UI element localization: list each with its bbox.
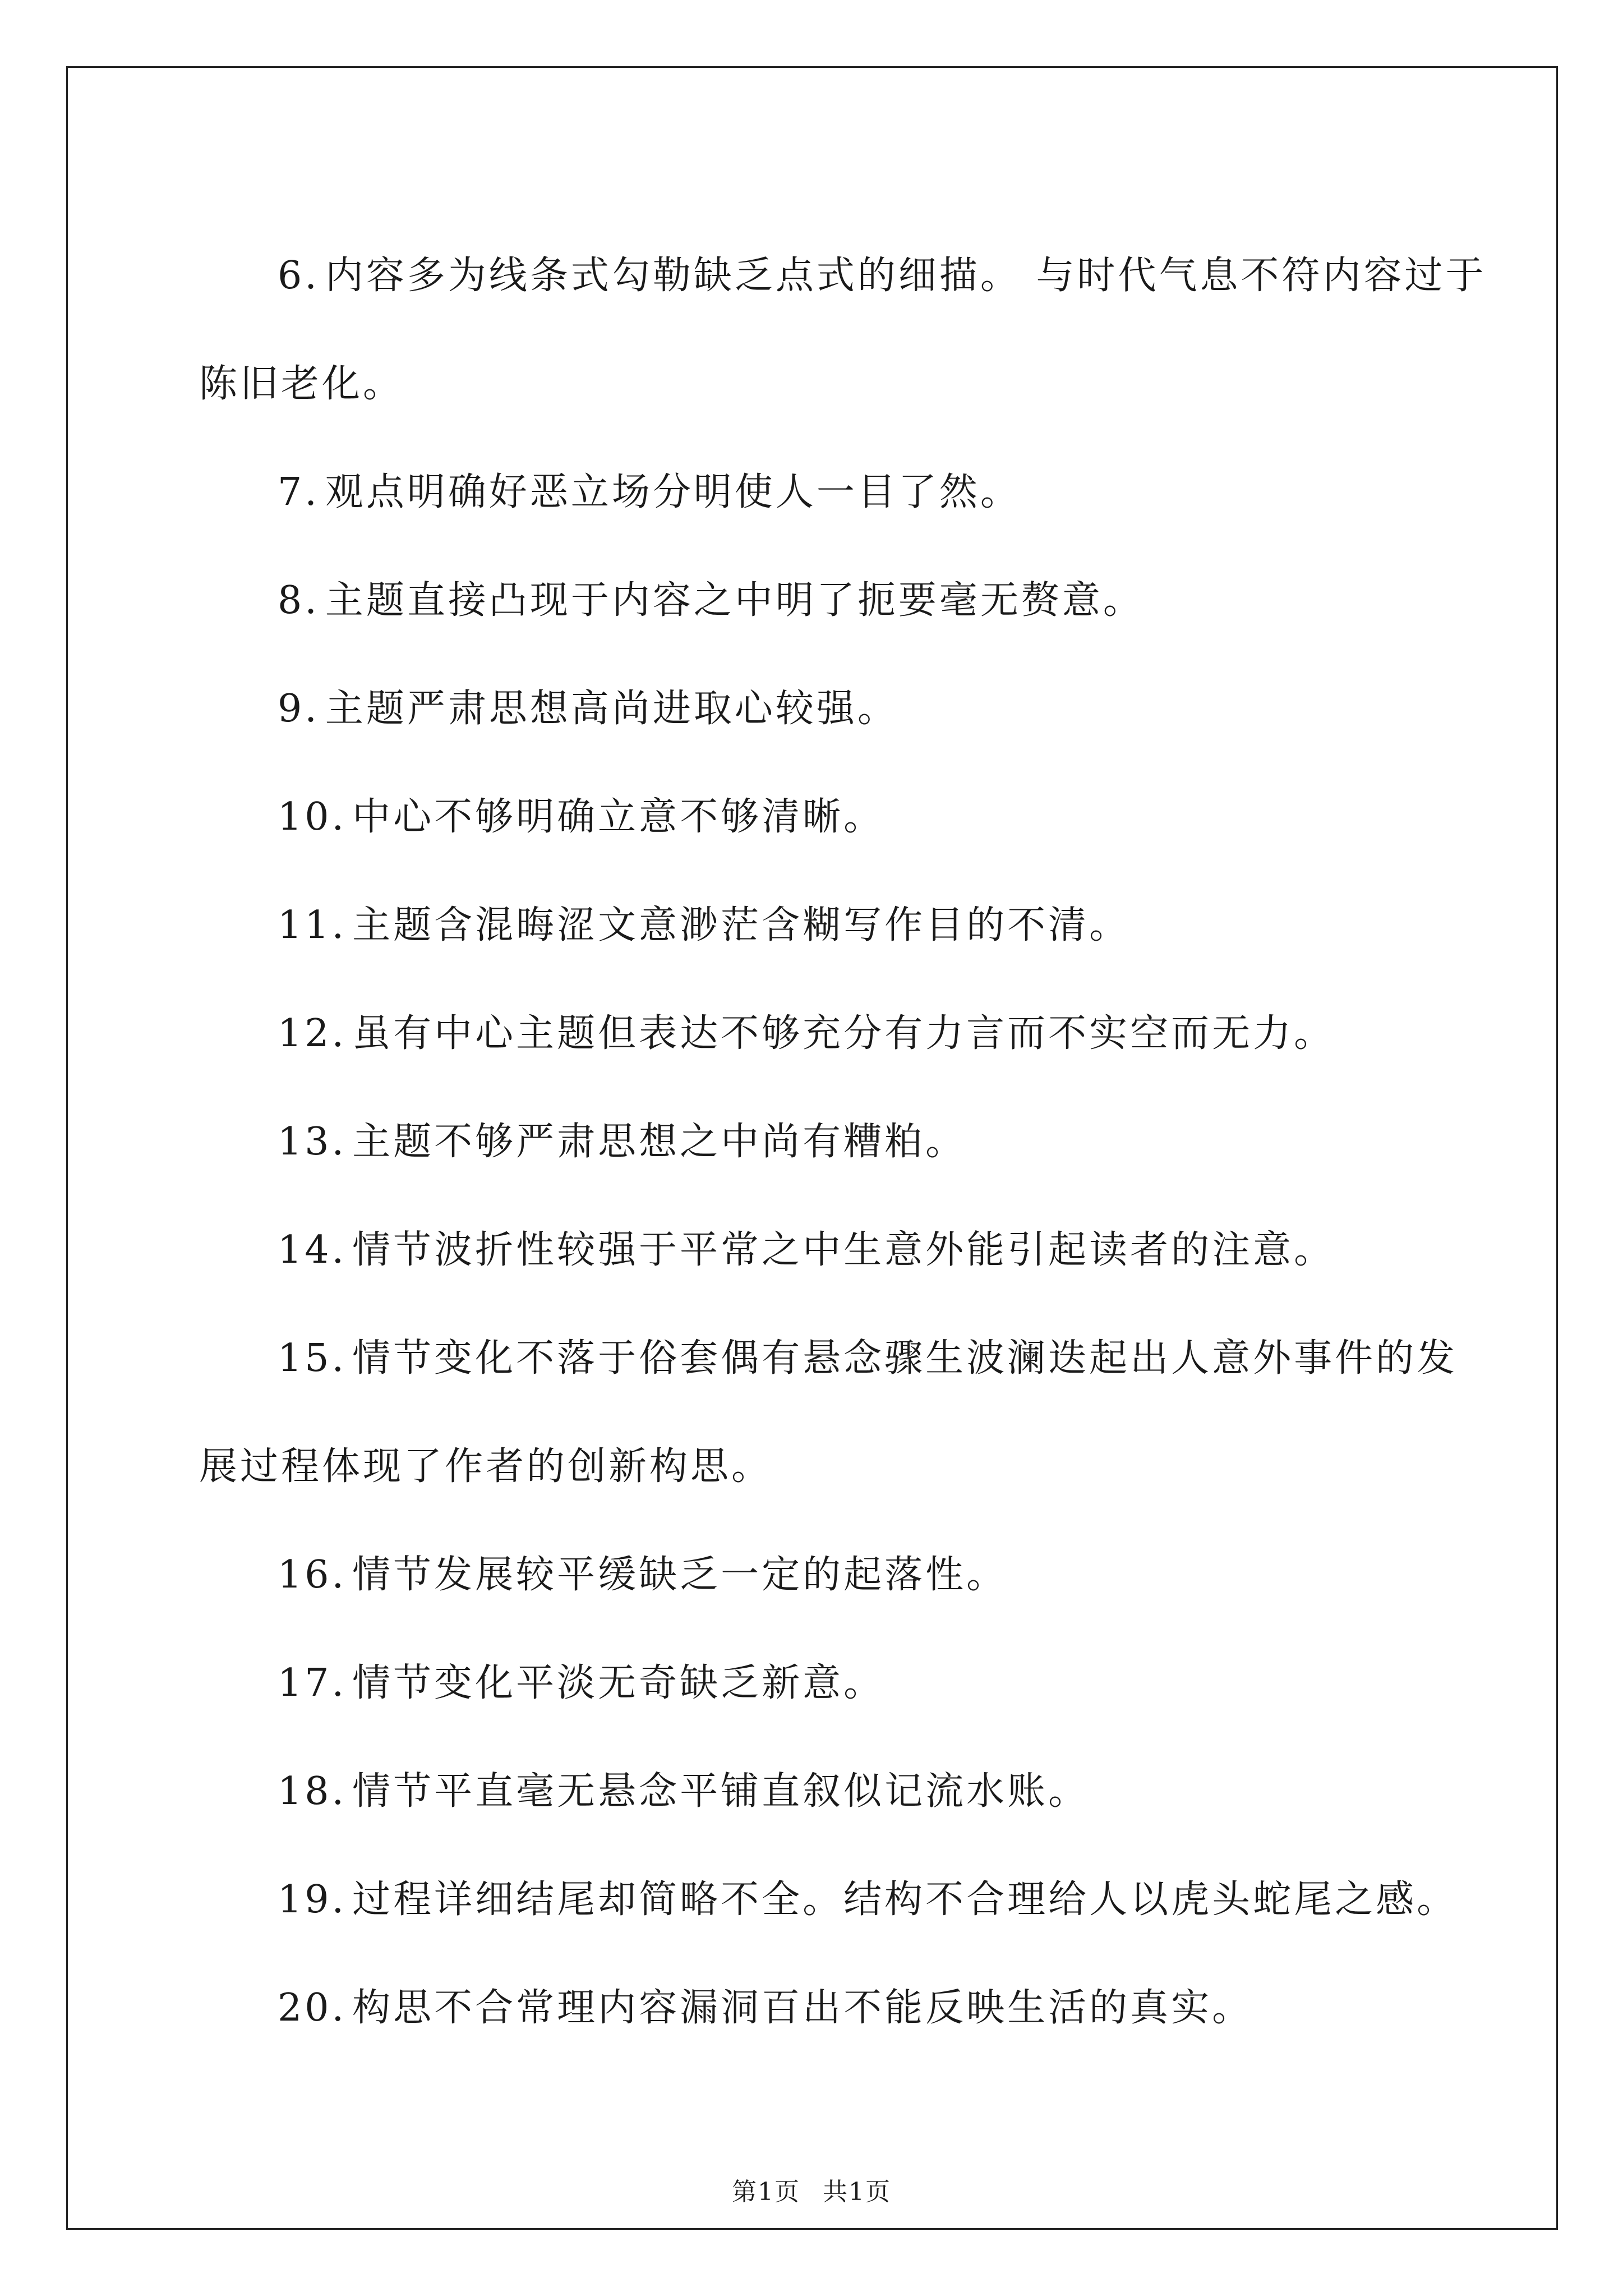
- paragraph-7: [199, 438, 1489, 546]
- item-number: 6.: [278, 254, 320, 298]
- paragraph-20: [199, 1954, 1489, 2062]
- paragraph-6: [199, 222, 1489, 438]
- paragraph-15: [199, 1304, 1489, 1521]
- page-total: 共1页: [823, 2178, 891, 2206]
- paragraph-8: [199, 546, 1489, 655]
- item-number: 20.: [278, 1986, 347, 2030]
- page-footer: [0, 2175, 1623, 2209]
- item-text: 构思不合常理内容漏洞百出不能反映生活的真实。: [352, 1986, 1253, 2030]
- item-text: 观点明确好恶立场分明使人一目了然。: [325, 470, 1021, 514]
- item-number: 19.: [278, 1878, 347, 1922]
- item-number: 7.: [278, 470, 320, 514]
- item-number: 15.: [278, 1336, 347, 1381]
- item-number: 11.: [278, 903, 347, 947]
- item-text: 情节变化不落于俗套偶有悬念骤生波澜迭起出人意外事件的发展过程体现了作者的创新构思。: [199, 1336, 1458, 1489]
- item-number: 17.: [278, 1661, 347, 1705]
- paragraph-12: [199, 979, 1489, 1088]
- item-text: 过程详细结尾却简略不全。结构不合理给人以虎头蛇尾之感。: [352, 1878, 1458, 1922]
- paragraph-10: [199, 763, 1489, 871]
- item-text: 情节平直毫无悬念平铺直叙似记流水账。: [352, 1769, 1090, 1814]
- item-text: 内容多为线条式勾勒缺乏点式的细描。 与时代气息不符内容过于陈旧老化。: [199, 254, 1487, 406]
- item-number: 9.: [278, 687, 320, 731]
- item-text: 情节发展较平缓缺乏一定的起落性。: [352, 1553, 1008, 1597]
- item-number: 14.: [278, 1228, 347, 1272]
- page-number: 第1页: [732, 2178, 800, 2206]
- paragraph-16: [199, 1521, 1489, 1629]
- paragraph-13: [199, 1088, 1489, 1196]
- item-number: 13.: [278, 1120, 347, 1164]
- item-text: 情节波折性较强于平常之中生意外能引起读者的注意。: [352, 1228, 1335, 1272]
- item-text: 主题严肃思想高尚进取心较强。: [325, 687, 898, 731]
- item-number: 10.: [278, 795, 347, 839]
- paragraph-18: [199, 1737, 1489, 1846]
- paragraph-19: [199, 1846, 1489, 1954]
- item-text: 主题直接凸现于内容之中明了扼要毫无赘意。: [325, 578, 1144, 623]
- item-number: 16.: [278, 1553, 347, 1597]
- item-text: 主题不够严肃思想之中尚有糟粕。: [352, 1120, 967, 1164]
- paragraph-9: [199, 655, 1489, 763]
- paragraph-14: [199, 1196, 1489, 1304]
- paragraph-11: [199, 871, 1489, 979]
- item-text: 主题含混晦涩文意渺茫含糊写作目的不清。: [352, 903, 1131, 947]
- item-text: 虽有中心主题但表达不够充分有力言而不实空而无力。: [352, 1011, 1335, 1056]
- item-number: 8.: [278, 578, 320, 623]
- document-body: [199, 222, 1489, 2062]
- paragraph-17: [199, 1629, 1489, 1737]
- item-number: 12.: [278, 1011, 347, 1056]
- item-number: 18.: [278, 1769, 347, 1814]
- item-text: 情节变化平淡无奇缺乏新意。: [352, 1661, 885, 1705]
- item-text: 中心不够明确立意不够清晰。: [352, 795, 885, 839]
